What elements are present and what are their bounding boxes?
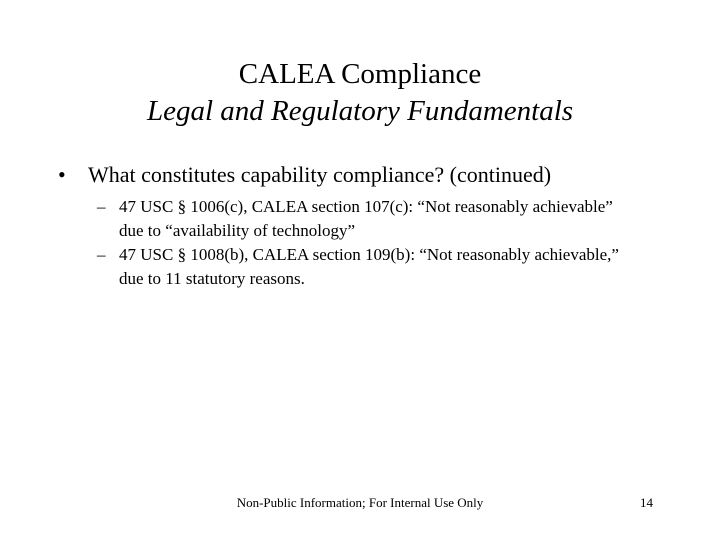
- sub-bullet-item: [97, 243, 637, 291]
- sub-bullet-text: 47 USC § 1006(c), CALEA section 107(c): “Not reasonably achievable” due to “availability of technology”: [119, 197, 613, 240]
- slide-subtitle: Legal and Regulatory Fundamentals: [146, 95, 574, 127]
- bullet-marker: •: [58, 162, 66, 187]
- dash-marker: –: [97, 245, 106, 264]
- footer-notice: Non-Public Information; For Internal Use Only: [236, 495, 484, 510]
- dash-marker: –: [97, 197, 106, 216]
- page-number: 14: [640, 495, 653, 510]
- sub-bullet-text: 47 USC § 1008(b), CALEA section 109(b): “Not reasonably achievable,” due to 11 statutory reasons.: [119, 245, 619, 288]
- sub-bullet-item: [97, 195, 637, 243]
- slide-title-block: [0, 56, 720, 130]
- main-bullet-text: What constitutes capability compliance? (continued): [88, 162, 552, 187]
- main-bullet: [58, 160, 678, 190]
- slide-title: CALEA Compliance: [238, 58, 482, 90]
- sub-bullet-list: [97, 195, 637, 291]
